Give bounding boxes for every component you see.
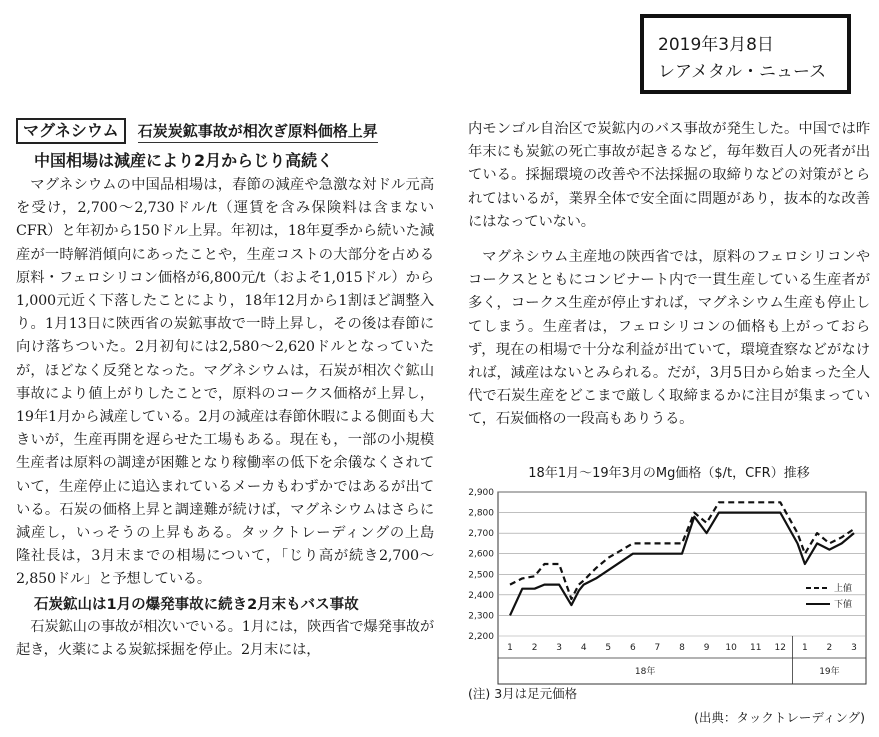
x-tick-label: 4 <box>580 643 587 653</box>
left-column <box>16 118 449 662</box>
y-tick-label: 2,500 <box>468 570 494 581</box>
article-headline: 石炭炭鉱事故が相次ぎ原料価格上昇 <box>138 120 378 143</box>
y-tick-label: 2,900 <box>468 488 494 498</box>
x-tick-label: 7 <box>654 643 661 653</box>
right-paragraph-1: 内モンゴル自治区で炭鉱内のバス事故が発生した。中国では昨年末にも炭鉱の死亡事故が起きるなど，毎年数百人の死者が出ている。採掘環境の改善や不法採掘の取締りなどの対策がとられてはいるが，業界全体で安全面に問題があり，抜本的な改善にはなっていない。 <box>468 121 870 230</box>
price-chart <box>458 478 870 688</box>
left-paragraph-2: 石炭鉱山の事故が相次いでいる。1月には，陝西省で爆発事故が起き，火薬による炭鉱採掘を停止。2月末には， <box>16 618 434 658</box>
chart-series <box>510 502 854 615</box>
x-tick-label: 2 <box>531 643 538 653</box>
x-tick-label: 3 <box>851 643 857 653</box>
publication-label: レアメタル・ニュース <box>658 62 827 82</box>
legend-label: 上値 <box>834 584 853 594</box>
chart-legend <box>806 582 852 610</box>
right-column <box>468 118 870 444</box>
x-tick-label: 1 <box>801 643 808 653</box>
year-label: 19年 <box>819 667 840 677</box>
x-tick-label: 8 <box>679 643 685 653</box>
chart-x-axis <box>507 643 857 677</box>
section-subheadline: 石炭鉱山は1月の爆発事故に続き2月末もバス事故 <box>34 596 359 613</box>
y-tick-label: 2,300 <box>468 611 494 622</box>
chart-y-axis <box>468 488 494 642</box>
category-tag: マグネシウム <box>16 118 126 144</box>
date-label: 2019年3月8日 <box>658 35 774 55</box>
y-tick-label: 2,700 <box>468 529 494 540</box>
y-tick-label: 2,600 <box>468 549 494 560</box>
chart-note: (注) 3月は足元価格 <box>468 686 578 701</box>
x-tick-label: 10 <box>725 643 737 653</box>
year-label: 18年 <box>634 667 656 677</box>
x-tick-label: 9 <box>703 643 710 653</box>
x-tick-label: 6 <box>629 643 636 653</box>
y-tick-label: 2,800 <box>468 508 494 519</box>
x-tick-label: 11 <box>749 643 762 653</box>
x-tick-label: 12 <box>774 643 787 653</box>
legend-label: 下値 <box>834 600 853 610</box>
article-heading <box>16 118 434 144</box>
x-tick-label: 2 <box>826 643 833 653</box>
source-credit: (出典：タックトレーディング) <box>693 710 865 725</box>
date-box <box>640 14 851 94</box>
x-tick-label: 1 <box>507 643 513 653</box>
article-subheadline: 中国相場は減産により2月からじり高続く <box>34 151 334 170</box>
series-line-lower <box>510 513 854 616</box>
x-tick-label: 3 <box>556 643 563 653</box>
left-paragraph: マグネシウムの中国品相場は，春節の減産や急激な対ドル元高を受け，2,700～2,730ドル/t（運賃を含み保険料は含まないCFR）と年初から150ドル上昇。年初は，18年夏季から続いた減産が一時解消傾向にあったことや，生産コストの大部分を占める原料・フェロシリコン価格が6,800元/t（およそ1,015ドル）から1,000元近く下落したことにより，18年12月から1割ほど調整入り。1月13日に陝西省の炭鉱事故で一時上昇し，その後は春節に向け落ちついた。2月初旬には2,580～2,620ドルとなっていたが，ほどなく反発となった。マグネシウムは，石炭が相次ぐ鉱山事故により値上がりしたことで，原料のコークス価格が上昇し，19年1月から減産している。2月の減産は春節休暇による側面も大きいが，生産再開を遅らせた工場もある。現在も，一部の小規模生産者は原料の調達が困難となり稼働率の低下を余儀なくされていて，生産停止に追込まれているメーカもわずかではあるが出ている。石炭の価格上昇と調達難が続けば，マグネシウムはさらに減産し，いっそうの上昇もある。タックトレーディングの上島 隆社長は，3月末までの相場について，「じり高が続き2,700～2,850ドル」と予想している。 <box>16 177 449 588</box>
y-tick-label: 2,400 <box>468 590 494 601</box>
y-tick-label: 2,200 <box>468 632 494 642</box>
right-paragraph-2: マグネシウム主産地の陝西省では，原料のフェロシリコンやコークスとともにコンビナート内で一貫生産している生産者が多く，コークス生産が停止すれば，マグネシウム生産も停止してしまう。生産者は，フェロシリコンの価格も上がっておらず，現在の相場で十分な利益が出ていて，環境査察などがなければ，減産はないとみられる。だが，3月5日から始まった全人代で石炭生産をどこまで厳しく取締まるかに注目が集まっていて，石炭価格の一段高もありうる。 <box>468 249 870 428</box>
x-tick-label: 5 <box>605 643 612 653</box>
chart-title: 18年1月～19年3月のMg価格（$/t，CFR）推移 <box>528 466 810 481</box>
